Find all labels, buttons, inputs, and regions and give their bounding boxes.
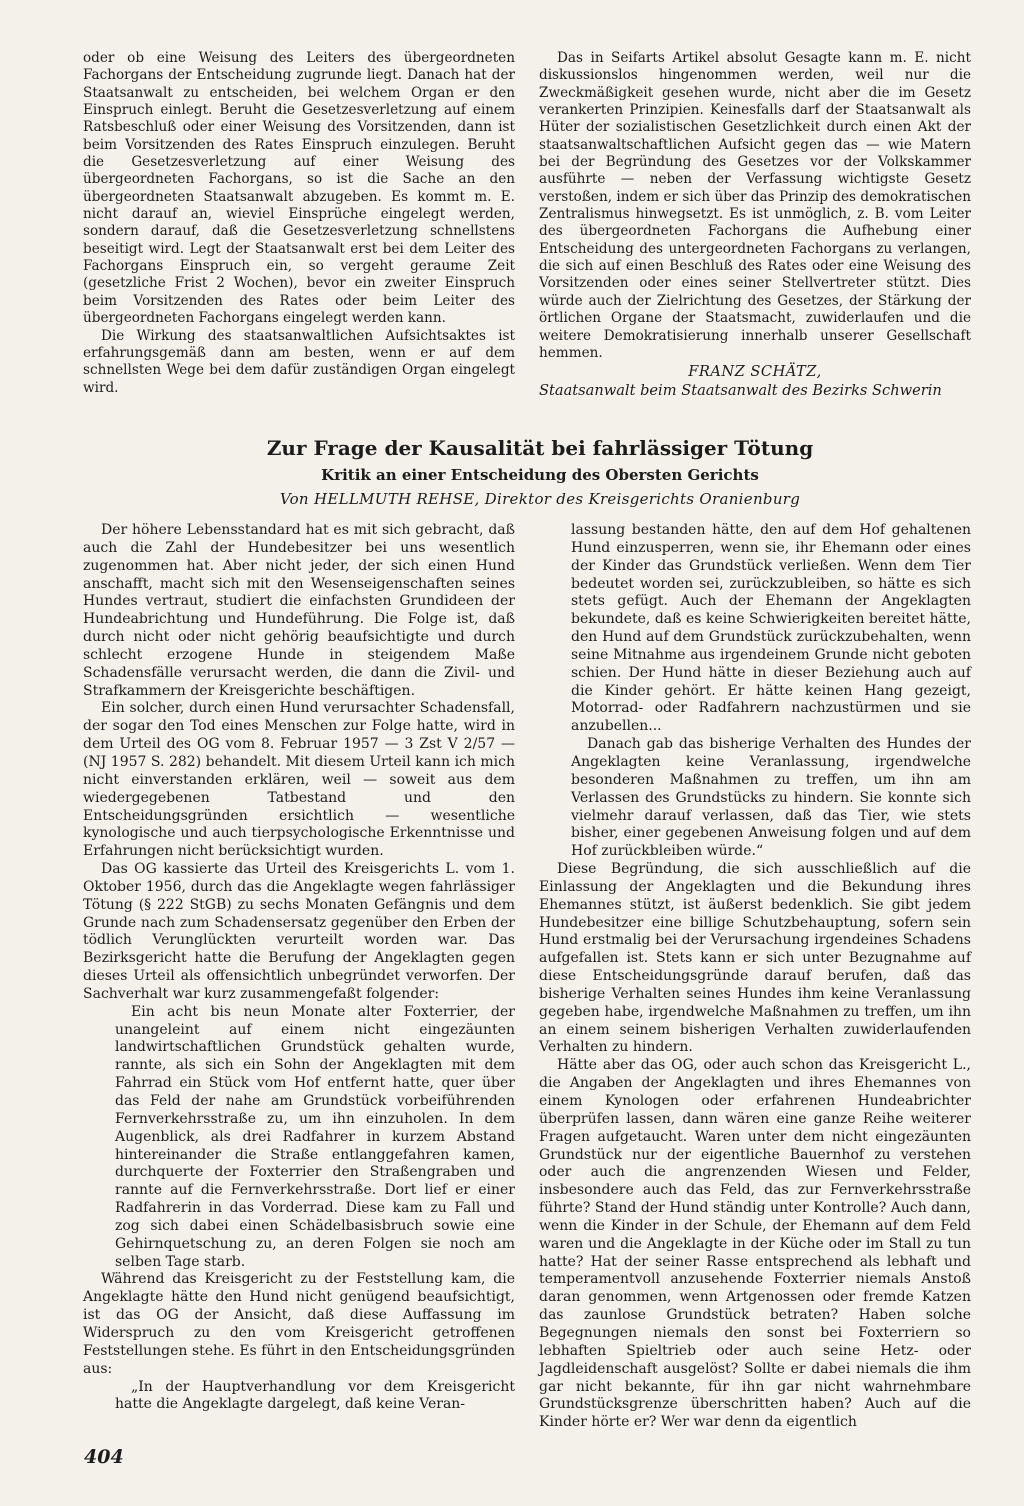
paragraph: Während das Kreisgericht zu der Feststellung kam, die Angeklagte hätte den Hund nicht genügend beaufsichtigt, ist das OG der Ansicht, daß diese Auffassung im Widerspruch zu den vom Kreisgericht getroffenen Feststellungen stehe. Es führt in den Entscheidungsgründen aus:	[83, 1271, 515, 1377]
paragraph: oder ob eine Weisung des Leiters des übergeordneten Fachorgans der Entscheidung zugrunde liegt. Danach hat der Staatsanwalt zu entscheiden, bei welchem Organ er den Einspruch einlegt. Beruht die Gesetzesverletzung auf einem Ratsbeschluß oder einer Weisung des Vorsitzenden, dann ist beim Vorsitzenden des Rates Einspruch einzulegen. Beruht die Gesetzesverletzung auf einer Weisung des übergeordneten Fachorgans, so ist die Sache an den übergeordneten Staatsanwalt abzugeben. Es kommt m. E. nicht darauf an, wieviel Einsprüche eingelegt werden, sondern darauf, daß die Gesetzesverletzung schnellstens beseitigt wird. Legt der Staatsanwalt erst bei dem Leiter des Fachorgans Einspruch ein, so vergeht geraume Zeit (gesetzliche Frist 2 Wochen), bevor ein zweiter Einspruch beim Vorsitzenden des Rates oder beim Leiter des übergeordneten Fachorgans eingelegt werden kann.	[83, 50, 515, 327]
signature-title: Staatsanwalt beim Staatsanwalt des Bezirks Schwerin	[539, 382, 942, 400]
page-number: 404	[84, 1446, 124, 1468]
quoted-paragraph: „In der Hauptverhandlung vor dem Kreisgericht hatte die Angeklagte dargelegt, daß keine Veran-	[115, 1378, 515, 1413]
quoted-paragraph: Ein acht bis neun Monate alter Foxterrier, der unangeleint auf einem nicht eingezäunten landwirtschaftlichen Grundstück gehalten wurde, rannte, als sich ein Sohn der Angeklagten mit dem Fahrrad ein Stück vom Hof entfernt hatte, quer über das Feld der nahe am Grundstück vorbeiführenden Fernverkehrsstraße zu, um ihn einzuholen. In dem Augenblick, als drei Radfahrer in kurzem Abstand hintereinander die Straße entlanggefahren kamen, durchquerte der Foxterrier den Straßengraben und rannte auf die Fernverkehrsstraße. Dort lief er einer Radfahrerin in das Vorderrad. Diese kam zu Fall und zog sich dabei einen Schädelbasisbruch sowie eine Gehirnquetschung zu, an deren Folgen sie noch am selben Tage starb.	[115, 1003, 515, 1270]
top-left-column	[83, 50, 515, 397]
paragraph: Das in Seifarts Artikel absolut Gesagte kann m. E. nicht diskussionslos hingenommen werden, weil nur die Zweckmäßigkeit gesehen wurde, nicht aber die im Gesetz verankerten Prinzipien. Keinesfalls darf der Staatsanwalt als Hüter der sozialistischen Gesetzlichkeit durch einen Akt der staatsanwaltschaftlichen Aufsicht gegen das — wie Matern bei der Begründung des Gesetzes vor der Volkskammer ausführte — neben der Verfassung wichtigste Gesetz verstoßen, indem er sich über das Prinzip des demokratischen Zentralismus hinwegsetzt. Es ist unmöglich, z. B. vom Leiter des übergeordneten Fachorgans die Aufhebung einer Entscheidung des untergeordneten Fachorgans zu verlangen, die sich auf einen Beschluß des Rates oder eine Weisung des Vorsitzenden oder eines seiner Stellvertreter stützt. Dies würde auch der Zielrichtung des Gesetzes, der Stärkung der örtlichen Organe der Staatsmacht, zuwiderlaufen und die weitere Demokratisierung innerhalb unserer Gesellschaft hemmen.	[539, 50, 971, 361]
article-left-column	[83, 522, 515, 1414]
quoted-paragraph: Danach gab das bisherige Verhalten des Hundes der Angeklagten keine Veranlassung, irgendwelche besonderen Maßnahmen zu treffen, um ihn am Verlassen des Grundstücks zu hindern. Sie konnte sich vielmehr darauf verlassen, daß das Tier, wie stets bisher, einer gegebenen Anweisung folgen und auf dem Hof zurückbleiben würde.“	[571, 736, 971, 860]
article-title: Zur Frage der Kausalität bei fahrlässiger Tötung	[266, 436, 814, 460]
article-subtitle: Kritik an einer Entscheidung des Obersten Gerichts	[321, 466, 759, 484]
paragraph: Ein solcher, durch einen Hund verursachter Schadensfall, der sogar den Tod eines Menschen zur Folge hatte, wird in dem Urteil des OG vom 8. Februar 1957 — 3 Zst V 2/57 — (NJ 1957 S. 282) behandelt. Mit diesem Urteil kann ich mich nicht einverstanden erklären, weil — soweit aus dem wiedergegebenen Tatbestand und den Entscheidungsgründen ersichtlich — wesentliche kynologische und auch tierpsychologische Erkenntnisse und Erfahrungen nicht berücksichtigt wurden.	[83, 700, 515, 860]
article-byline: Von HELLMUTH REHSE, Direktor des Kreisgerichts Oranienburg	[279, 490, 801, 508]
paragraph: Der höhere Lebensstandard hat es mit sich gebracht, daß auch die Zahl der Hundebesitzer bei uns wesentlich zugenommen hat. Aber nicht jeder, der sich einen Hund anschafft, macht sich mit den Wesenseigenschaften seines Hundes vertraut, studiert die einfachsten Grundideen der Hundeabrichtung und Hundeführung. Die Folge ist, daß durch nicht oder nicht gehörig beaufsichtigte und durch schlecht erzogene Hunde in steigendem Maße Schadensfälle verursacht werden, die dann die Zivil- und Strafkammern der Kreisgerichte beschäftigen.	[83, 522, 515, 699]
paragraph: Die Wirkung des staatsanwaltlichen Aufsichtsaktes ist erfahrungsgemäß dann am besten, wenn er auf dem schnellsten Wege bei dem dafür zuständigen Organ eingelegt wird.	[83, 327, 515, 396]
quoted-paragraph: lassung bestanden hätte, den auf dem Hof gehaltenen Hund einzusperren, wenn sie, ihr Ehemann oder eines der Kinder das Grundstück verließen. Wenn dem Tier bedeutet worden sei, zurückzubleiben, so hätte es sich stets gefügt. Auch der Ehemann der Angeklagten bekundete, daß es keine Schwierigkeiten bereitet hätte, den Hund auf dem Grundstück zurückzubehalten, wenn seine Mitnahme aus irgendeinem Grunde nicht geboten schien. Der Hund hätte in dieser Beziehung auch auf die Kinder gehört. Er hätte keinen Hang gezeigt, Motorrad- oder Radfahrern nachzustürmen und sie anzubellen...	[571, 522, 971, 735]
paragraph: Das OG kassierte das Urteil des Kreisgerichts L. vom 1. Oktober 1956, durch das die Angeklagte wegen fahrlässiger Tötung (§ 222 StGB) zu sechs Monaten Gefängnis und dem Grunde nach zum Schadensersatz gegenüber den Erben der tödlich Verunglückten verurteilt worden war. Das Bezirksgericht hatte die Berufung der Angeklagten gegen dieses Urteil als offensichtlich unbegründet verworfen. Der Sachverhalt war kurz zusammengefaßt folgender:	[83, 861, 515, 1002]
article-right-column	[539, 522, 971, 1432]
paragraph: Diese Begründung, die sich ausschließlich auf die Einlassung der Angeklagten und die Bekundung ihres Ehemannes stützt, ist äußerst bedenklich. Sie gibt jedem Hundebesitzer eine billige Schutzbehauptung, sofern sein Hund erstmalig bei der Verursachung irgendeines Schadens aufgefallen ist. Stets kann er sich unter Bezugnahme auf diese Entscheidungsgründe darauf berufen, daß das bisherige Verhalten seines Hundes ihm keine Veranlassung gegeben habe, irgendwelche Maßnahmen zu treffen, um ihn an einem seinem bisherigen Verhalten zuwiderlaufenden Verhalten zu hindern.	[539, 861, 971, 1056]
signature-name: FRANZ SCHÄTZ,	[688, 363, 822, 381]
paragraph: Hätte aber das OG, oder auch schon das Kreisgericht L., die Angaben der Angeklagten und ihres Ehemannes von einem Kynologen oder erfahrenen Hundeabrichter überprüfen lassen, dann wären eine ganze Reihe weiterer Fragen aufgetaucht. Waren unter dem nicht eingezäunten Grundstück nur der eigentliche Bauernhof zu verstehen oder auch die angrenzenden Wiesen und Felder, insbesondere auch das Feld, das zur Fernverkehrsstraße führte? Stand der Hund ständig unter Kontrolle? Auch dann, wenn die Kinder in der Schule, der Ehemann auf dem Feld waren und die Angeklagte in der Küche oder im Stall zu tun hatte? Hat der seiner Rasse entsprechend als lebhaft und temperamentvoll anzusehende Foxterrier niemals Anstoß daran genommen, wenn Artgenossen oder fremde Katzen das zaunlose Grundstück betraten? Haben solche Begegnungen niemals den sonst bei Foxterriern so lebhaften Spieltrieb oder auch seine Hetz- oder Jagdleidenschaft ausgelöst? Sollte er dabei niemals die ihm gar nicht bekannte, für ihn gar nicht wahrnehmbare Grundstücksgrenze überschritten haben? Auch auf die Kinder hörte er? Wer war denn da eigentlich	[539, 1057, 971, 1431]
top-right-column	[539, 50, 971, 400]
